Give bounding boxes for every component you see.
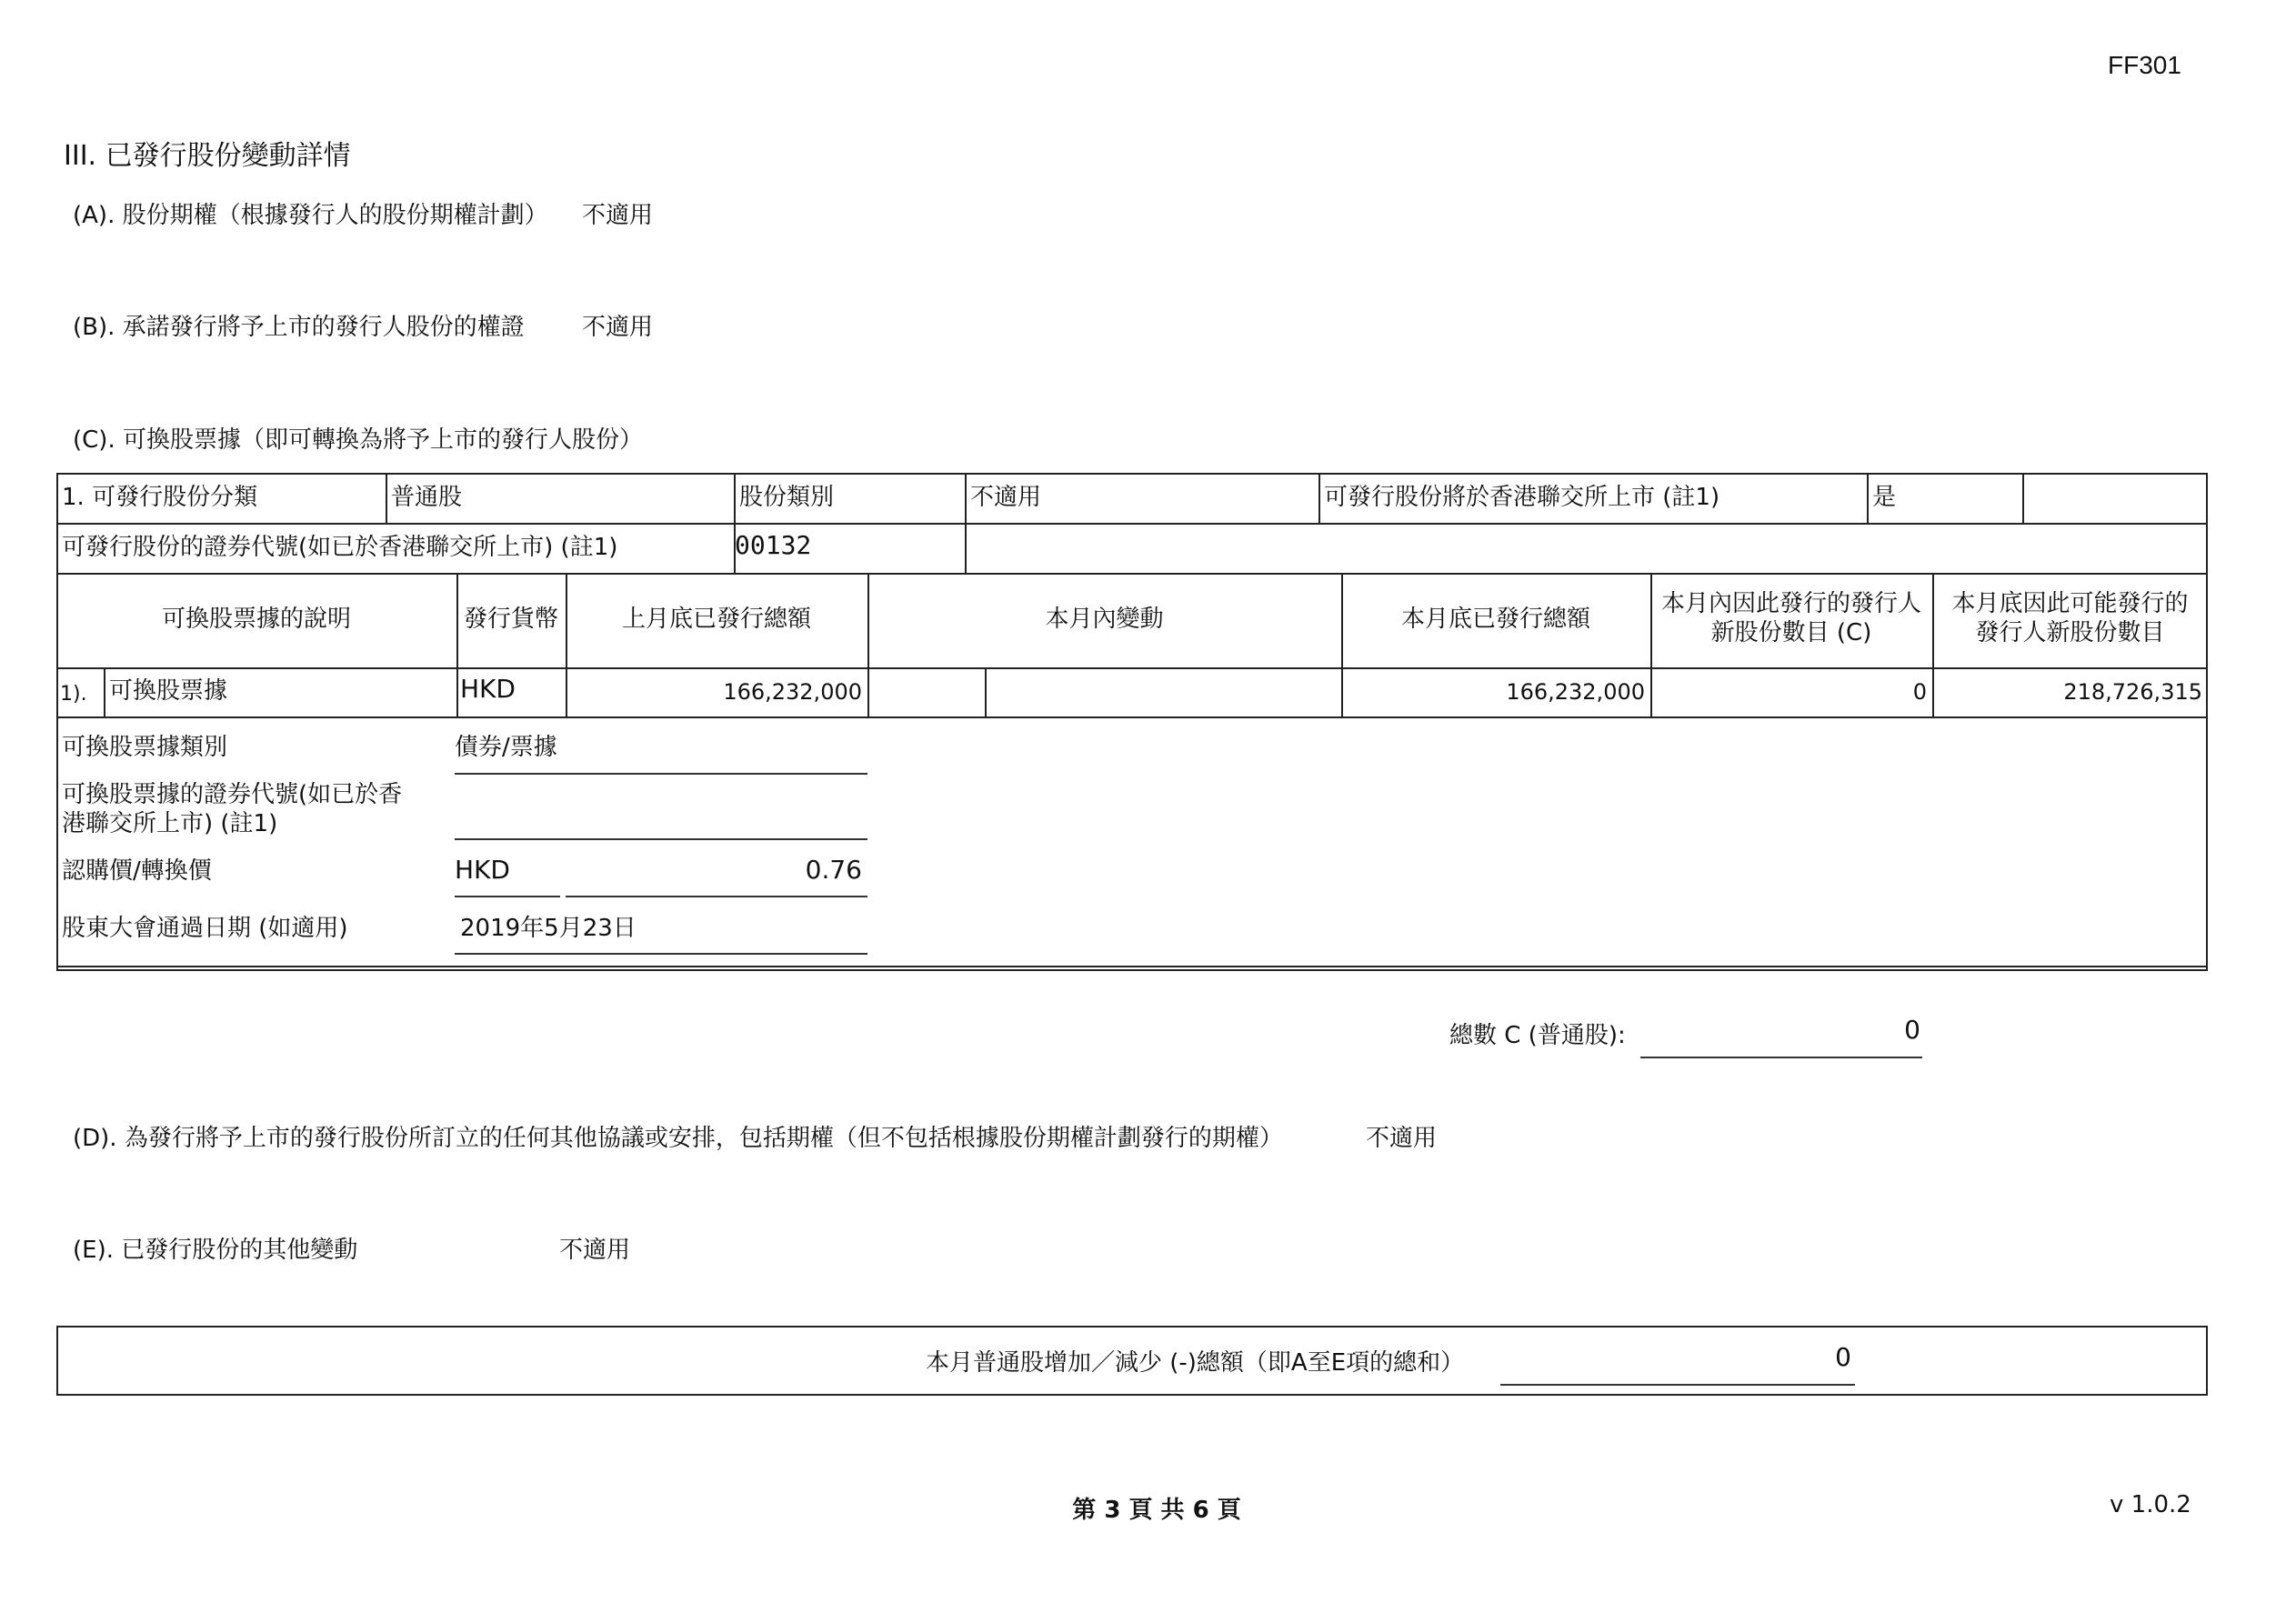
agm-date-value: 2019年5月23日 — [460, 915, 637, 942]
note-type-label: 可換股票據類別 — [62, 734, 228, 761]
row-prev-total: 166,232,000 — [723, 679, 862, 705]
share-class-label: 1. 可發行股份分類 — [62, 484, 258, 511]
summary-label: 本月普通股增加／減少 (-)總額（即A至E項的總和） — [926, 1349, 1465, 1377]
header-description: 可換股票據的說明 — [161, 606, 351, 633]
form-code: FF301 — [2108, 51, 2181, 79]
stock-code-label: 可發行股份的證券代號(如已於香港聯交所上市) (註1) — [62, 534, 618, 561]
price-value: 0.76 — [805, 855, 862, 885]
share-class-value: 普通股 — [391, 484, 463, 511]
row-end-total: 166,232,000 — [1506, 679, 1645, 705]
total-c-label: 總數 C (普通股): — [1449, 1022, 1626, 1049]
listed-label: 可發行股份將於香港聯交所上市 (註1) — [1324, 484, 1720, 511]
header-new-shares-line1: 本月內因此發行的發行人 — [1660, 590, 1921, 617]
item-b-label: (B). 承諾發行將予上市的發行人股份的權證 — [73, 314, 525, 341]
price-currency: HKD — [455, 855, 510, 885]
header-possible-line2: 發行人新股份數目 — [1975, 619, 2165, 646]
row-description: 可換股票據 — [109, 677, 228, 705]
note-code-label-line1: 可換股票據的證券代號(如已於香 — [62, 781, 403, 808]
stock-code-value: 00132 — [735, 530, 812, 560]
row-index: 1). — [60, 683, 87, 706]
item-d-value: 不適用 — [1366, 1125, 1438, 1152]
header-movement: 本月內變動 — [1045, 606, 1164, 633]
agm-date-label: 股東大會通過日期 (如適用) — [62, 915, 348, 942]
header-end-total: 本月底已發行總額 — [1400, 606, 1590, 633]
header-new-shares-line2: 新股份數目 (C) — [1710, 619, 1872, 646]
share-type-value: 不適用 — [970, 484, 1042, 511]
share-type-label: 股份類別 — [739, 484, 835, 511]
header-prev-total: 上月底已發行總額 — [621, 606, 811, 633]
section-title: III. 已發行股份變動詳情 — [64, 140, 351, 172]
row-currency: HKD — [460, 674, 516, 704]
row-new-shares: 0 — [1912, 679, 1927, 705]
header-possible-line1: 本月底因此可能發行的 — [1951, 590, 2189, 617]
header-currency: 發行貨幣 — [463, 606, 558, 633]
note-type-value: 債券/票據 — [455, 734, 557, 761]
note-code-label-line2: 港聯交所上市) (註1) — [62, 810, 278, 837]
item-c-label: (C). 可換股票據（即可轉換為將予上市的發行人股份） — [73, 426, 643, 454]
summary-value: 0 — [1835, 1342, 1851, 1372]
item-b-value: 不適用 — [582, 314, 654, 341]
item-d-label: (D). 為發行將予上市的發行股份所訂立的任何其他協議或安排，包括期權（但不包括根據股份期權計劃發行的期權） — [73, 1125, 1283, 1152]
item-a-label: (A). 股份期權（根據發行人的股份期權計劃） — [73, 202, 548, 229]
item-e-label: (E). 已發行股份的其他變動 — [73, 1237, 358, 1264]
version: v 1.0.2 — [2110, 1491, 2191, 1518]
item-a-value: 不適用 — [582, 202, 654, 229]
page-number: 第 3 頁 共 6 頁 — [1072, 1497, 1241, 1524]
total-c-value: 0 — [1904, 1015, 1920, 1045]
row-possible: 218,726,315 — [2063, 679, 2202, 705]
listed-value: 是 — [1872, 484, 1897, 511]
price-label: 認購價/轉換價 — [62, 857, 212, 885]
item-e-value: 不適用 — [559, 1237, 631, 1264]
